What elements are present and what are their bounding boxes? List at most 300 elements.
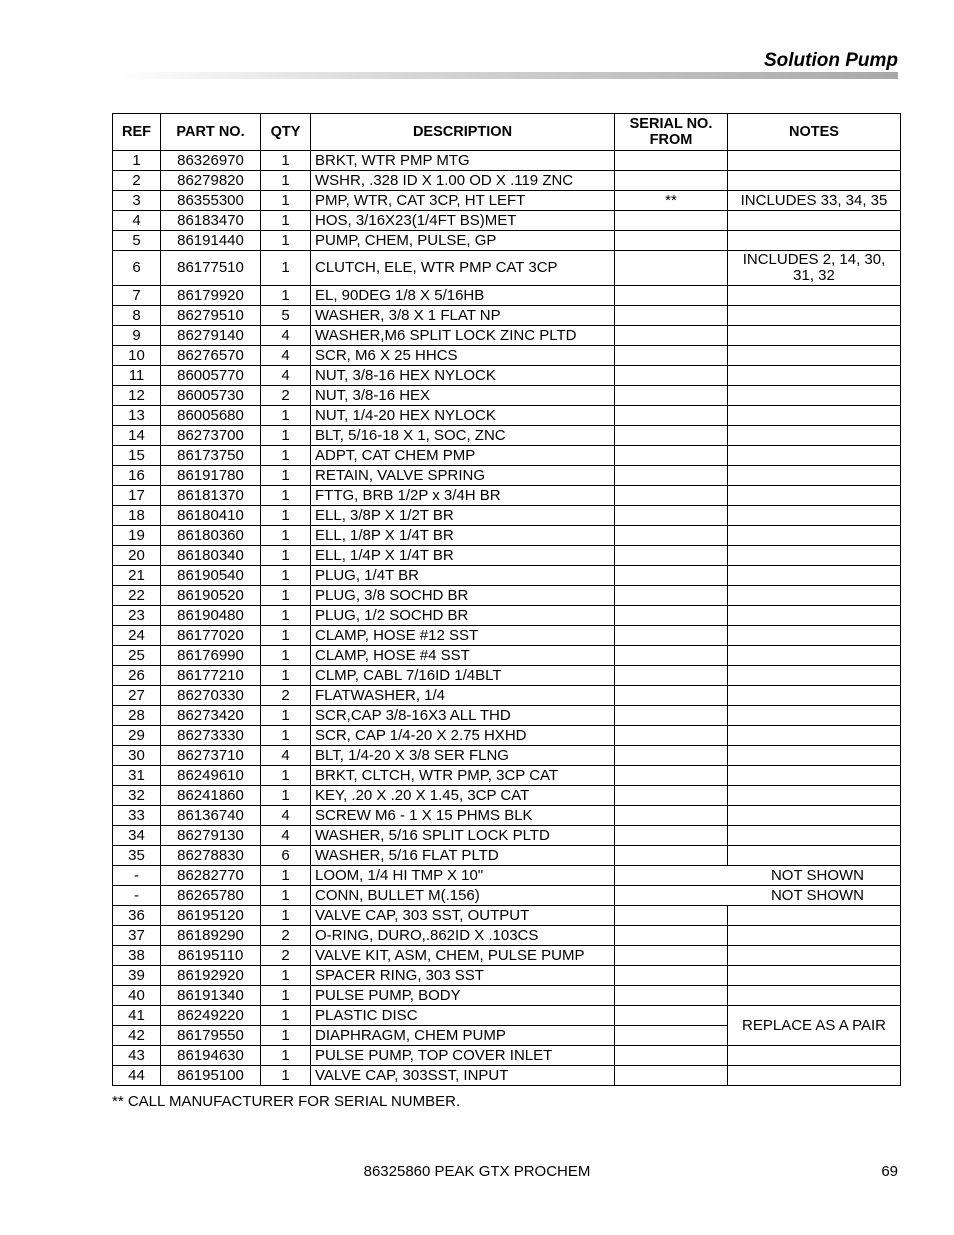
cell-ref: 18 (113, 506, 161, 526)
cell-description: WASHER, 3/8 X 1 FLAT NP (311, 306, 615, 326)
cell-ref: 42 (113, 1026, 161, 1046)
cell-ref: 33 (113, 806, 161, 826)
cell-notes (728, 306, 901, 326)
table-row (113, 286, 901, 306)
cell-qty: 1 (261, 966, 311, 986)
cell-notes (728, 546, 901, 566)
cell-qty: 1 (261, 1046, 311, 1066)
table-row (113, 211, 901, 231)
cell-serial-no (615, 946, 728, 966)
cell-serial-no (615, 746, 728, 766)
cell-description: BRKT, WTR PMP MTG (311, 151, 615, 171)
cell-ref: 22 (113, 586, 161, 606)
cell-part-no: 86136740 (161, 806, 261, 826)
cell-part-no: 86180360 (161, 526, 261, 546)
cell-qty: 1 (261, 526, 311, 546)
cell-notes (728, 926, 901, 946)
cell-qty: 4 (261, 806, 311, 826)
cell-ref: 38 (113, 946, 161, 966)
column-header-part-no: PART NO. (161, 114, 261, 151)
cell-notes (728, 586, 901, 606)
cell-qty: 1 (261, 666, 311, 686)
cell-notes (728, 406, 901, 426)
cell-ref: 29 (113, 726, 161, 746)
table-row (113, 826, 901, 846)
table-row (113, 386, 901, 406)
page-number: 69 (881, 1163, 898, 1180)
cell-part-no: 86249610 (161, 766, 261, 786)
cell-description: FTTG, BRB 1/2P x 3/4H BR (311, 486, 615, 506)
cell-part-no: 86195120 (161, 906, 261, 926)
cell-qty: 2 (261, 926, 311, 946)
table-row (113, 1006, 901, 1026)
cell-notes (728, 906, 901, 926)
cell-description: PLUG, 1/2 SOCHD BR (311, 606, 615, 626)
cell-description: NUT, 3/8-16 HEX (311, 386, 615, 406)
cell-ref: 39 (113, 966, 161, 986)
cell-qty: 2 (261, 386, 311, 406)
cell-qty: 1 (261, 211, 311, 231)
cell-part-no: 86177020 (161, 626, 261, 646)
cell-description: NUT, 3/8-16 HEX NYLOCK (311, 366, 615, 386)
cell-serial-no (615, 466, 728, 486)
table-row (113, 366, 901, 386)
table-row (113, 306, 901, 326)
cell-qty: 1 (261, 766, 311, 786)
cell-qty: 1 (261, 1006, 311, 1026)
cell-notes (728, 231, 901, 251)
cell-part-no: 86189290 (161, 926, 261, 946)
cell-ref: 11 (113, 366, 161, 386)
parts-table (112, 113, 901, 1086)
cell-description: SCR,CAP 3/8-16X3 ALL THD (311, 706, 615, 726)
cell-serial-no (615, 426, 728, 446)
cell-ref: 26 (113, 666, 161, 686)
cell-notes (728, 1066, 901, 1086)
cell-ref: 31 (113, 766, 161, 786)
table-row (113, 346, 901, 366)
cell-serial-no (615, 606, 728, 626)
cell-qty: 1 (261, 566, 311, 586)
cell-description: CONN, BULLET M(.156) (311, 886, 615, 906)
header-rule (112, 72, 898, 79)
cell-part-no: 86177510 (161, 251, 261, 286)
cell-qty: 1 (261, 466, 311, 486)
cell-part-no: 86279510 (161, 306, 261, 326)
table-row (113, 171, 901, 191)
cell-notes (728, 706, 901, 726)
cell-description: LOOM, 1/4 HI TMP X 10" (311, 866, 615, 886)
cell-ref: 34 (113, 826, 161, 846)
cell-part-no: 86180340 (161, 546, 261, 566)
cell-ref: 13 (113, 406, 161, 426)
cell-ref: 5 (113, 231, 161, 251)
cell-serial-no (615, 546, 728, 566)
table-row (113, 446, 901, 466)
cell-description: PULSE PUMP, BODY (311, 986, 615, 1006)
cell-description: CLUTCH, ELE, WTR PMP CAT 3CP (311, 251, 615, 286)
cell-serial-no (615, 1006, 728, 1026)
table-row (113, 251, 901, 286)
cell-serial-no (615, 506, 728, 526)
cell-description: ELL, 1/8P X 1/4T BR (311, 526, 615, 546)
footer-doc-id: 86325860 PEAK GTX PROCHEM (363, 1163, 591, 1180)
table-row (113, 946, 901, 966)
cell-serial-no (615, 346, 728, 366)
cell-serial-no (615, 646, 728, 666)
cell-serial-no (615, 666, 728, 686)
cell-notes (728, 426, 901, 446)
cell-description: PUMP, CHEM, PULSE, GP (311, 231, 615, 251)
cell-part-no: 86191780 (161, 466, 261, 486)
table-row (113, 626, 901, 646)
cell-ref: 27 (113, 686, 161, 706)
table-row (113, 546, 901, 566)
cell-qty: 2 (261, 686, 311, 706)
column-header-notes: NOTES (728, 114, 901, 151)
cell-notes (728, 566, 901, 586)
cell-description: CLAMP, HOSE #4 SST (311, 646, 615, 666)
cell-description: NUT, 1/4-20 HEX NYLOCK (311, 406, 615, 426)
cell-description: RETAIN, VALVE SPRING (311, 466, 615, 486)
cell-part-no: 86282770 (161, 866, 261, 886)
cell-serial-no (615, 306, 728, 326)
cell-ref: 32 (113, 786, 161, 806)
cell-serial-no (615, 986, 728, 1006)
cell-serial-no (615, 826, 728, 846)
cell-qty: 1 (261, 151, 311, 171)
cell-ref: 16 (113, 466, 161, 486)
table-row (113, 1066, 901, 1086)
cell-notes (728, 986, 901, 1006)
table-row (113, 586, 901, 606)
table-row (113, 151, 901, 171)
cell-ref: - (113, 866, 161, 886)
cell-notes (728, 826, 901, 846)
cell-description: HOS, 3/16X23(1/4FT BS)MET (311, 211, 615, 231)
cell-qty: 5 (261, 306, 311, 326)
cell-serial-no (615, 1046, 728, 1066)
column-header-ref: REF (113, 114, 161, 151)
cell-part-no: 86270330 (161, 686, 261, 706)
cell-qty: 4 (261, 326, 311, 346)
cell-description: VALVE CAP, 303SST, INPUT (311, 1066, 615, 1086)
cell-part-no: 86273700 (161, 426, 261, 446)
cell-part-no: 86195100 (161, 1066, 261, 1086)
cell-part-no: 86192920 (161, 966, 261, 986)
cell-part-no: 86279130 (161, 826, 261, 846)
cell-qty: 1 (261, 191, 311, 211)
cell-part-no: 86191440 (161, 231, 261, 251)
table-row (113, 526, 901, 546)
cell-part-no: 86176990 (161, 646, 261, 666)
table-row (113, 326, 901, 346)
cell-description: PULSE PUMP, TOP COVER INLET (311, 1046, 615, 1066)
cell-part-no: 86190540 (161, 566, 261, 586)
table-row (113, 986, 901, 1006)
cell-serial-no (615, 626, 728, 646)
cell-notes (728, 966, 901, 986)
table-row (113, 766, 901, 786)
cell-notes (728, 286, 901, 306)
table-row (113, 231, 901, 251)
table-row (113, 786, 901, 806)
cell-notes (728, 666, 901, 686)
column-header-serial-no-from: SERIAL NO. FROM (615, 114, 728, 151)
cell-description: FLATWASHER, 1/4 (311, 686, 615, 706)
parts-table-body (113, 151, 901, 1086)
cell-serial-no (615, 251, 728, 286)
cell-serial-no (615, 1066, 728, 1086)
cell-part-no: 86179920 (161, 286, 261, 306)
cell-serial-no: ** (615, 191, 728, 211)
cell-notes (728, 746, 901, 766)
cell-part-no: 86276570 (161, 346, 261, 366)
cell-part-no: 86249220 (161, 1006, 261, 1026)
cell-notes (728, 726, 901, 746)
cell-serial-no (615, 766, 728, 786)
cell-part-no: 86005680 (161, 406, 261, 426)
cell-description: PLASTIC DISC (311, 1006, 615, 1026)
table-row (113, 566, 901, 586)
cell-qty: 1 (261, 786, 311, 806)
cell-serial-no (615, 926, 728, 946)
table-header-row (113, 114, 901, 151)
cell-notes (728, 766, 901, 786)
table-row (113, 486, 901, 506)
cell-notes: REPLACE AS A PAIR (728, 1006, 901, 1046)
column-header-qty: QTY (261, 114, 311, 151)
cell-part-no: 86279820 (161, 171, 261, 191)
cell-ref: 35 (113, 846, 161, 866)
cell-ref: 17 (113, 486, 161, 506)
cell-serial-no (615, 486, 728, 506)
table-row (113, 506, 901, 526)
cell-ref: 1 (113, 151, 161, 171)
cell-notes (728, 326, 901, 346)
cell-ref: 44 (113, 1066, 161, 1086)
table-row (113, 1046, 901, 1066)
cell-part-no: 86194630 (161, 1046, 261, 1066)
table-row (113, 966, 901, 986)
cell-notes (728, 386, 901, 406)
cell-ref: 37 (113, 926, 161, 946)
cell-description: O-RING, DURO,.862ID X .103CS (311, 926, 615, 946)
cell-serial-no (615, 726, 728, 746)
cell-notes (728, 151, 901, 171)
cell-notes (728, 786, 901, 806)
cell-notes: NOT SHOWN (615, 866, 901, 886)
cell-serial-no (615, 1026, 728, 1046)
cell-ref: 10 (113, 346, 161, 366)
cell-qty: 4 (261, 826, 311, 846)
table-row (113, 846, 901, 866)
cell-part-no: 86190480 (161, 606, 261, 626)
table-row (113, 886, 901, 906)
cell-serial-no (615, 806, 728, 826)
cell-part-no: 86191340 (161, 986, 261, 1006)
cell-notes (728, 486, 901, 506)
cell-ref: 12 (113, 386, 161, 406)
cell-qty: 4 (261, 746, 311, 766)
cell-description: SCREW M6 - 1 X 15 PHMS BLK (311, 806, 615, 826)
table-row (113, 866, 901, 886)
table-row (113, 646, 901, 666)
table-row (113, 906, 901, 926)
table-row (113, 806, 901, 826)
cell-ref: 43 (113, 1046, 161, 1066)
cell-part-no: 86273710 (161, 746, 261, 766)
cell-serial-no (615, 846, 728, 866)
cell-qty: 1 (261, 986, 311, 1006)
cell-serial-no (615, 366, 728, 386)
cell-notes (728, 506, 901, 526)
cell-qty: 1 (261, 286, 311, 306)
cell-ref: - (113, 886, 161, 906)
cell-ref: 8 (113, 306, 161, 326)
cell-qty: 1 (261, 426, 311, 446)
cell-qty: 1 (261, 506, 311, 526)
cell-notes (728, 626, 901, 646)
cell-serial-no (615, 586, 728, 606)
cell-serial-no (615, 566, 728, 586)
cell-description: BLT, 1/4-20 X 3/8 SER FLNG (311, 746, 615, 766)
cell-description: DIAPHRAGM, CHEM PUMP (311, 1026, 615, 1046)
cell-serial-no (615, 386, 728, 406)
cell-part-no: 86195110 (161, 946, 261, 966)
cell-notes (728, 346, 901, 366)
table-row (113, 466, 901, 486)
table-row (113, 706, 901, 726)
table-row (113, 746, 901, 766)
cell-description: PLUG, 1/4T BR (311, 566, 615, 586)
cell-description: VALVE KIT, ASM, CHEM, PULSE PUMP (311, 946, 615, 966)
cell-description: SCR, CAP 1/4-20 X 2.75 HXHD (311, 726, 615, 746)
cell-description: WASHER, 5/16 FLAT PLTD (311, 846, 615, 866)
cell-qty: 1 (261, 646, 311, 666)
cell-notes (728, 606, 901, 626)
cell-part-no: 86177210 (161, 666, 261, 686)
cell-qty: 1 (261, 626, 311, 646)
cell-notes (728, 1046, 901, 1066)
cell-part-no: 86190520 (161, 586, 261, 606)
cell-ref: 4 (113, 211, 161, 231)
cell-description: KEY, .20 X .20 X 1.45, 3CP CAT (311, 786, 615, 806)
cell-serial-no (615, 211, 728, 231)
cell-serial-no (615, 706, 728, 726)
cell-ref: 3 (113, 191, 161, 211)
cell-qty: 2 (261, 946, 311, 966)
footnote: ** CALL MANUFACTURER FOR SERIAL NUMBER. (112, 1093, 461, 1110)
cell-part-no: 86181370 (161, 486, 261, 506)
cell-ref: 21 (113, 566, 161, 586)
cell-ref: 24 (113, 626, 161, 646)
cell-part-no: 86326970 (161, 151, 261, 171)
cell-part-no: 86265780 (161, 886, 261, 906)
cell-description: VALVE CAP, 303 SST, OUTPUT (311, 906, 615, 926)
cell-qty: 1 (261, 171, 311, 191)
table-row (113, 686, 901, 706)
cell-part-no: 86005730 (161, 386, 261, 406)
cell-ref: 2 (113, 171, 161, 191)
cell-qty: 1 (261, 866, 311, 886)
cell-part-no: 86241860 (161, 786, 261, 806)
cell-notes (728, 446, 901, 466)
cell-serial-no (615, 786, 728, 806)
cell-notes: INCLUDES 33, 34, 35 (728, 191, 901, 211)
cell-part-no: 86179550 (161, 1026, 261, 1046)
cell-ref: 14 (113, 426, 161, 446)
cell-description: WASHER,M6 SPLIT LOCK ZINC PLTD (311, 326, 615, 346)
cell-serial-no (615, 151, 728, 171)
cell-notes (728, 211, 901, 231)
cell-serial-no (615, 231, 728, 251)
cell-qty: 1 (261, 606, 311, 626)
cell-qty: 1 (261, 486, 311, 506)
cell-ref: 25 (113, 646, 161, 666)
cell-serial-no (615, 686, 728, 706)
cell-ref: 15 (113, 446, 161, 466)
cell-notes (728, 526, 901, 546)
cell-qty: 1 (261, 446, 311, 466)
cell-qty: 1 (261, 546, 311, 566)
cell-description: CLMP, CABL 7/16ID 1/4BLT (311, 666, 615, 686)
cell-description: WSHR, .328 ID X 1.00 OD X .119 ZNC (311, 171, 615, 191)
cell-ref: 28 (113, 706, 161, 726)
cell-notes (728, 846, 901, 866)
cell-description: PLUG, 3/8 SOCHD BR (311, 586, 615, 606)
cell-notes (728, 646, 901, 666)
cell-serial-no (615, 966, 728, 986)
page-title: Solution Pump (763, 50, 898, 71)
cell-part-no: 86279140 (161, 326, 261, 346)
cell-qty: 4 (261, 366, 311, 386)
cell-notes: INCLUDES 2, 14, 30, 31, 32 (728, 251, 901, 286)
cell-description: SCR, M6 X 25 HHCS (311, 346, 615, 366)
cell-part-no: 86180410 (161, 506, 261, 526)
cell-notes (728, 806, 901, 826)
cell-serial-no (615, 526, 728, 546)
cell-qty: 1 (261, 1066, 311, 1086)
table-row (113, 606, 901, 626)
cell-description: ELL, 3/8P X 1/2T BR (311, 506, 615, 526)
cell-part-no: 86173750 (161, 446, 261, 466)
cell-qty: 4 (261, 346, 311, 366)
cell-description: BRKT, CLTCH, WTR PMP, 3CP CAT (311, 766, 615, 786)
cell-serial-no (615, 906, 728, 926)
cell-qty: 1 (261, 706, 311, 726)
cell-qty: 1 (261, 886, 311, 906)
cell-notes (728, 466, 901, 486)
cell-qty: 1 (261, 906, 311, 926)
column-header-description: DESCRIPTION (311, 114, 615, 151)
cell-description: EL, 90DEG 1/8 X 5/16HB (311, 286, 615, 306)
cell-notes (728, 686, 901, 706)
cell-serial-no (615, 446, 728, 466)
cell-ref: 30 (113, 746, 161, 766)
cell-ref: 9 (113, 326, 161, 346)
cell-ref: 20 (113, 546, 161, 566)
table-row (113, 666, 901, 686)
cell-notes: NOT SHOWN (615, 886, 901, 906)
cell-part-no: 86273420 (161, 706, 261, 726)
cell-part-no: 86355300 (161, 191, 261, 211)
cell-description: BLT, 5/16-18 X 1, SOC, ZNC (311, 426, 615, 446)
cell-serial-no (615, 286, 728, 306)
cell-part-no: 86273330 (161, 726, 261, 746)
table-row (113, 426, 901, 446)
table-row (113, 726, 901, 746)
